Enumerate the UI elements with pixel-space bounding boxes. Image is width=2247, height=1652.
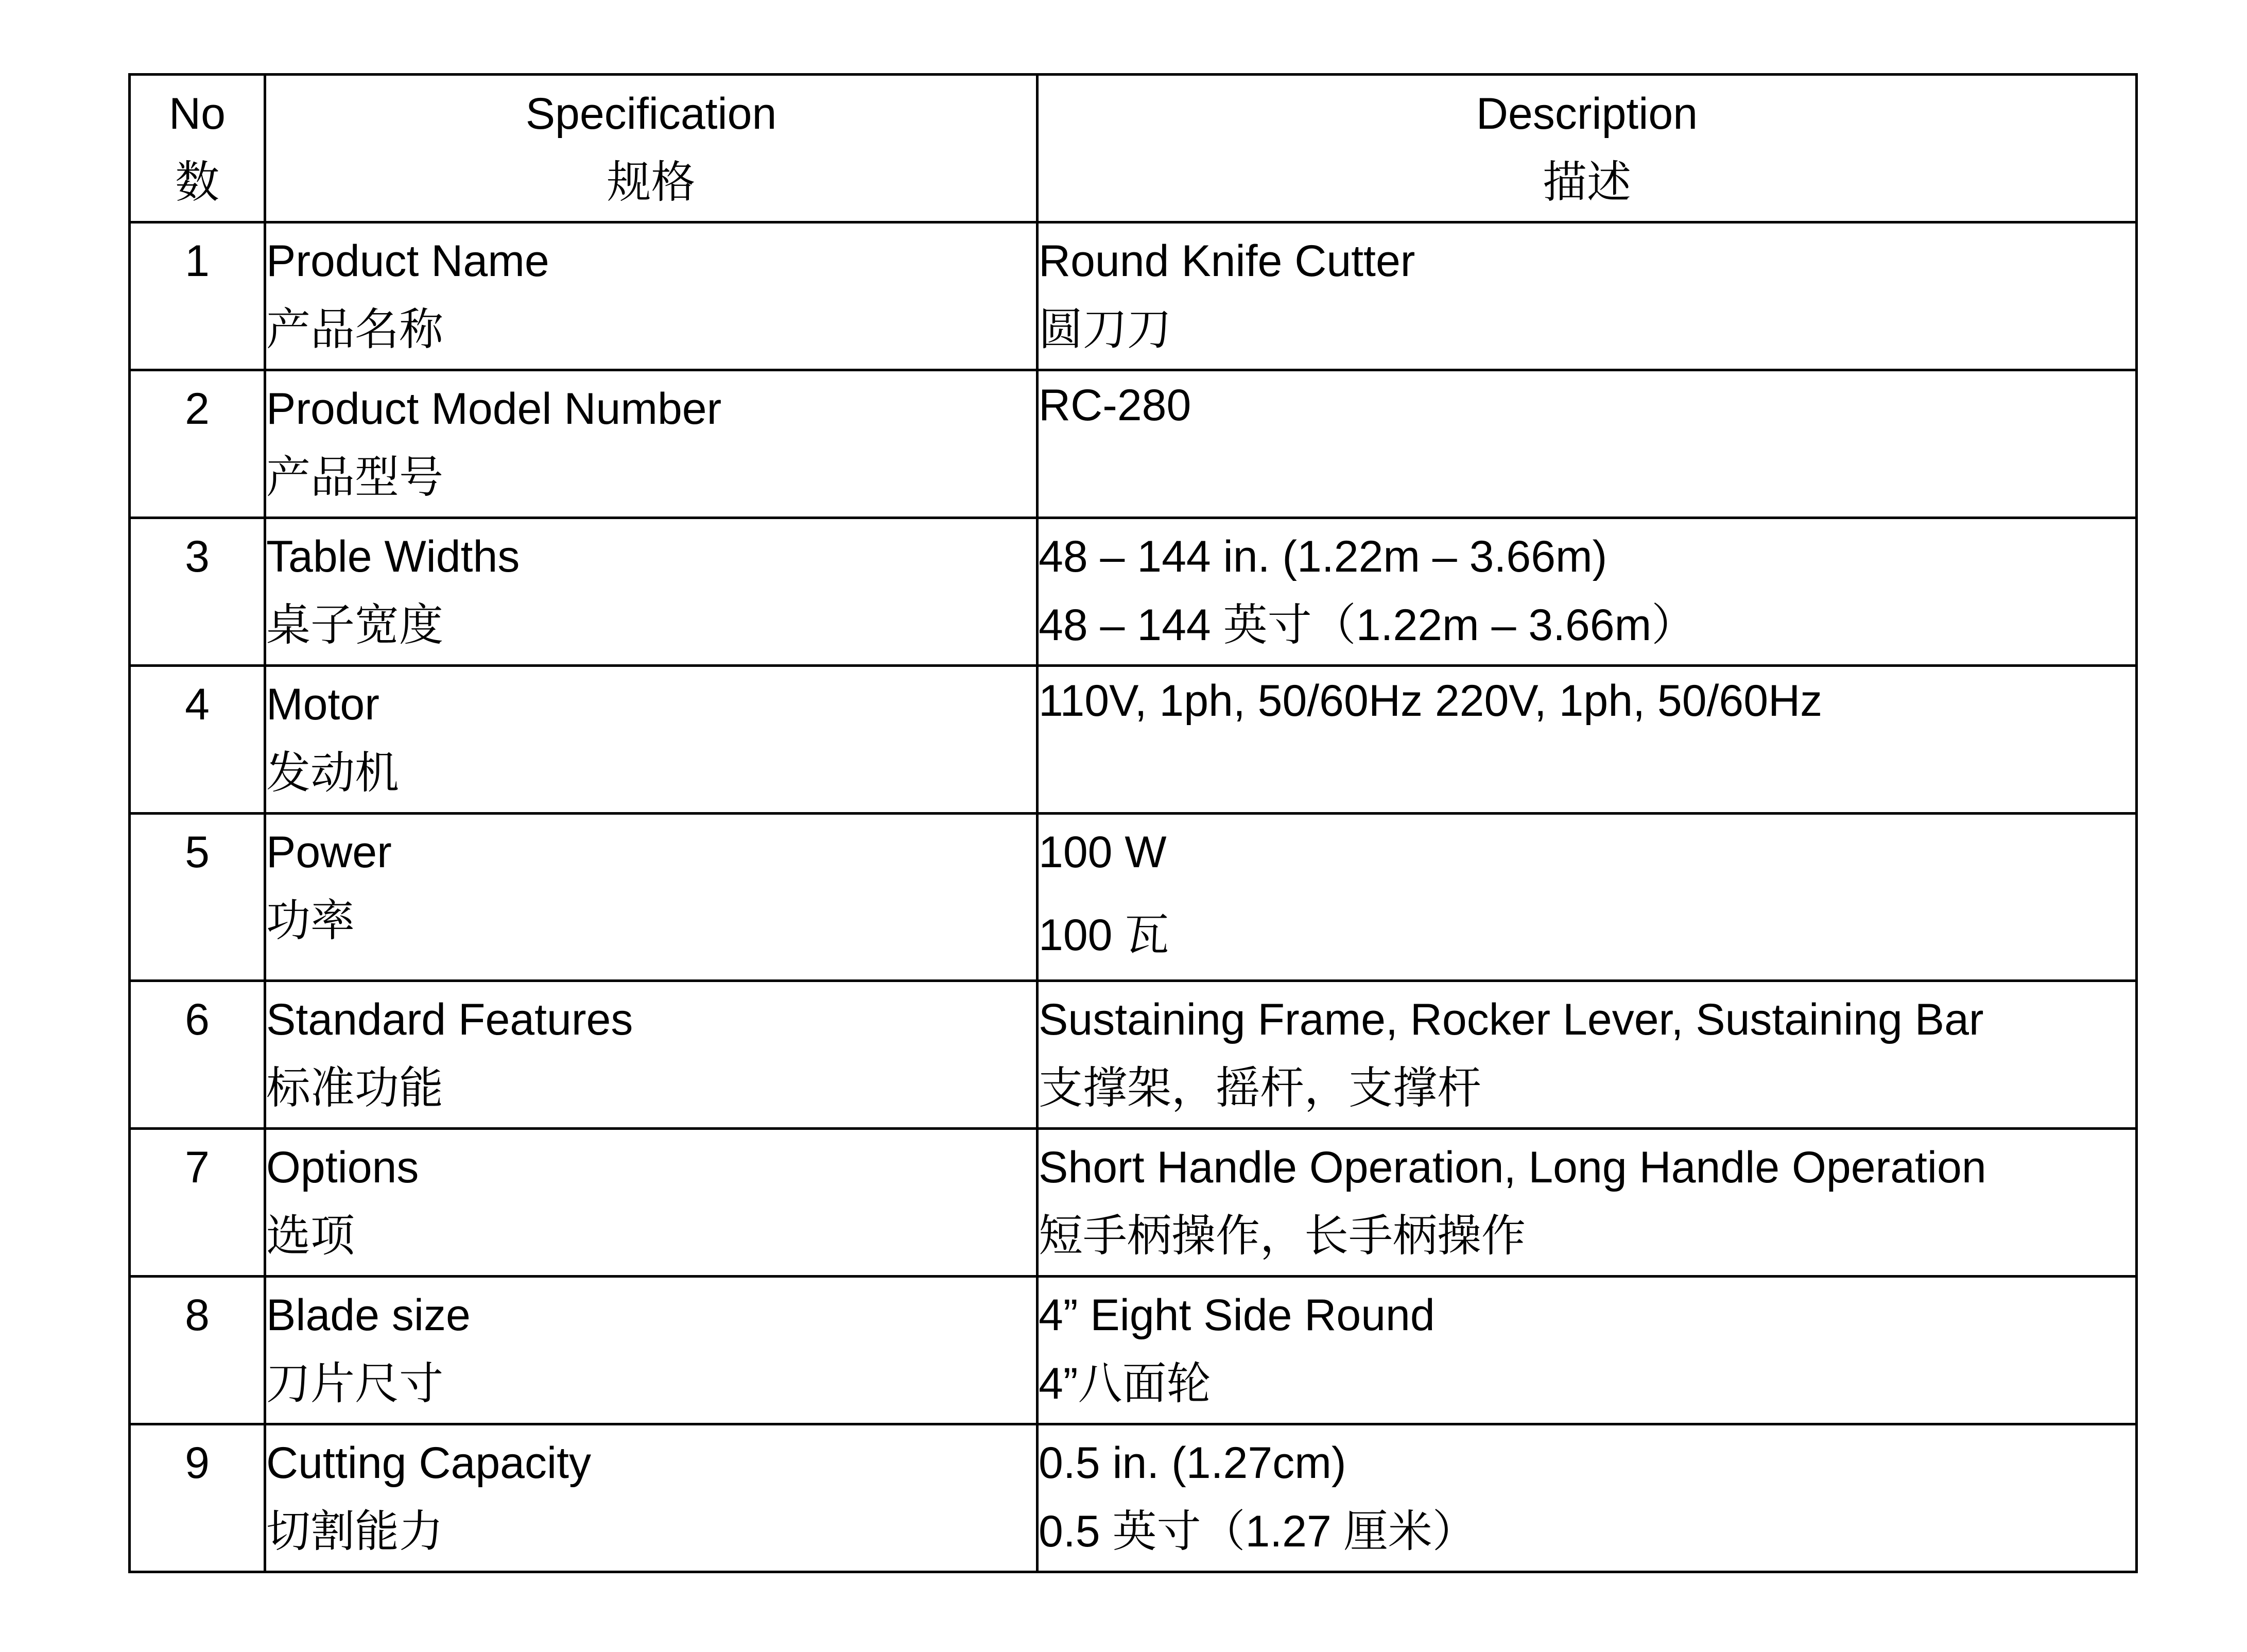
spec-cell [265, 1424, 1038, 1572]
table-row [130, 666, 2137, 814]
description-line-1: 0.5 in. (1.27cm) [1039, 1438, 1346, 1488]
description-cell [1038, 1424, 2137, 1572]
description-line-1: Round Knife Cutter [1039, 236, 1415, 286]
description-line-2: 短手柄操作，长手柄操作 [1039, 1211, 1526, 1261]
table-row [130, 814, 2137, 981]
header-specification [265, 75, 1038, 222]
spec-zh: 选项 [266, 1211, 355, 1261]
spec-zh: 刀片尺寸 [266, 1359, 443, 1408]
table-row [130, 1129, 2137, 1277]
spec-en: Cutting Capacity [266, 1438, 591, 1488]
description-line-1: Sustaining Frame, Rocker Lever, Sustaining Bar [1039, 995, 1984, 1044]
description-line-1: 48 – 144 in. (1.22m – 3.66m) [1039, 532, 1608, 581]
table-row [130, 518, 2137, 666]
spec-zh: 产品型号 [266, 453, 443, 502]
spec-cell [265, 370, 1038, 518]
description-cell [1038, 370, 2137, 518]
description-line-2: 0.5 英寸（1.27 厘米） [1039, 1507, 1477, 1556]
spec-en: Product Name [266, 236, 549, 286]
description-line-1: 100 W [1039, 828, 1167, 877]
description-line-2: 圆刀刀 [1039, 305, 1171, 354]
spec-en: Table Widths [266, 532, 520, 581]
specification-table [128, 73, 2138, 1573]
row-number: 2 [130, 370, 265, 518]
header-no-zh: 数 [175, 158, 219, 207]
row-number: 7 [130, 1129, 265, 1277]
spec-cell [265, 518, 1038, 666]
description-cell [1038, 981, 2137, 1129]
header-no [130, 75, 265, 222]
row-number: 1 [130, 222, 265, 370]
spec-en: Blade size [266, 1290, 471, 1340]
spec-en: Standard Features [266, 995, 633, 1044]
table-row [130, 1424, 2137, 1572]
table-row [130, 370, 2137, 518]
description-cell [1038, 814, 2137, 981]
description-line-2: 4”八面轮 [1039, 1359, 1211, 1408]
table-header-row [130, 75, 2137, 222]
description-cell [1038, 666, 2137, 814]
table-row [130, 222, 2137, 370]
row-number: 3 [130, 518, 265, 666]
spec-en: Options [266, 1143, 419, 1192]
spec-cell [265, 814, 1038, 981]
description-line-2: 支撑架，摇杆，支撑杆 [1039, 1063, 1481, 1113]
spec-zh: 桌子宽度 [266, 600, 443, 650]
description-line-1: Short Handle Operation, Long Handle Operation [1039, 1143, 1986, 1192]
header-desc-zh: 描述 [1543, 158, 1631, 207]
spec-zh: 功率 [266, 896, 355, 945]
header-spec-en: Specification [525, 89, 777, 139]
description-line-2: 100 瓦 [1039, 910, 1169, 960]
row-number: 9 [130, 1424, 265, 1572]
description-line-1: 4” Eight Side Round [1039, 1290, 1435, 1340]
table-row [130, 981, 2137, 1129]
description-cell [1038, 518, 2137, 666]
description-cell [1038, 222, 2137, 370]
spec-cell [265, 1129, 1038, 1277]
spec-cell [265, 222, 1038, 370]
header-no-en: No [169, 89, 226, 139]
description-cell [1038, 1129, 2137, 1277]
header-description [1038, 75, 2137, 222]
spec-en: Power [266, 828, 392, 877]
spec-zh: 切割能力 [266, 1507, 443, 1556]
spec-zh: 产品名称 [266, 305, 443, 354]
header-spec-zh: 规格 [607, 158, 696, 207]
description-line-1: RC-280 [1039, 381, 1191, 430]
spec-en: Product Model Number [266, 384, 722, 434]
spec-cell [265, 981, 1038, 1129]
description-line-2: 48 – 144 英寸（1.22m – 3.66m） [1039, 600, 1696, 650]
spec-en: Motor [266, 680, 379, 729]
row-number: 5 [130, 814, 265, 981]
spec-cell [265, 1277, 1038, 1424]
row-number: 8 [130, 1277, 265, 1424]
spec-zh: 标准功能 [266, 1063, 443, 1113]
description-cell [1038, 1277, 2137, 1424]
table-row [130, 1277, 2137, 1424]
description-line-1: 110V, 1ph, 50/60Hz 220V, 1ph, 50/60Hz [1039, 676, 1823, 726]
row-number: 6 [130, 981, 265, 1129]
spec-cell [265, 666, 1038, 814]
spec-zh: 发动机 [266, 748, 399, 798]
row-number: 4 [130, 666, 265, 814]
header-desc-en: Description [1476, 89, 1698, 139]
